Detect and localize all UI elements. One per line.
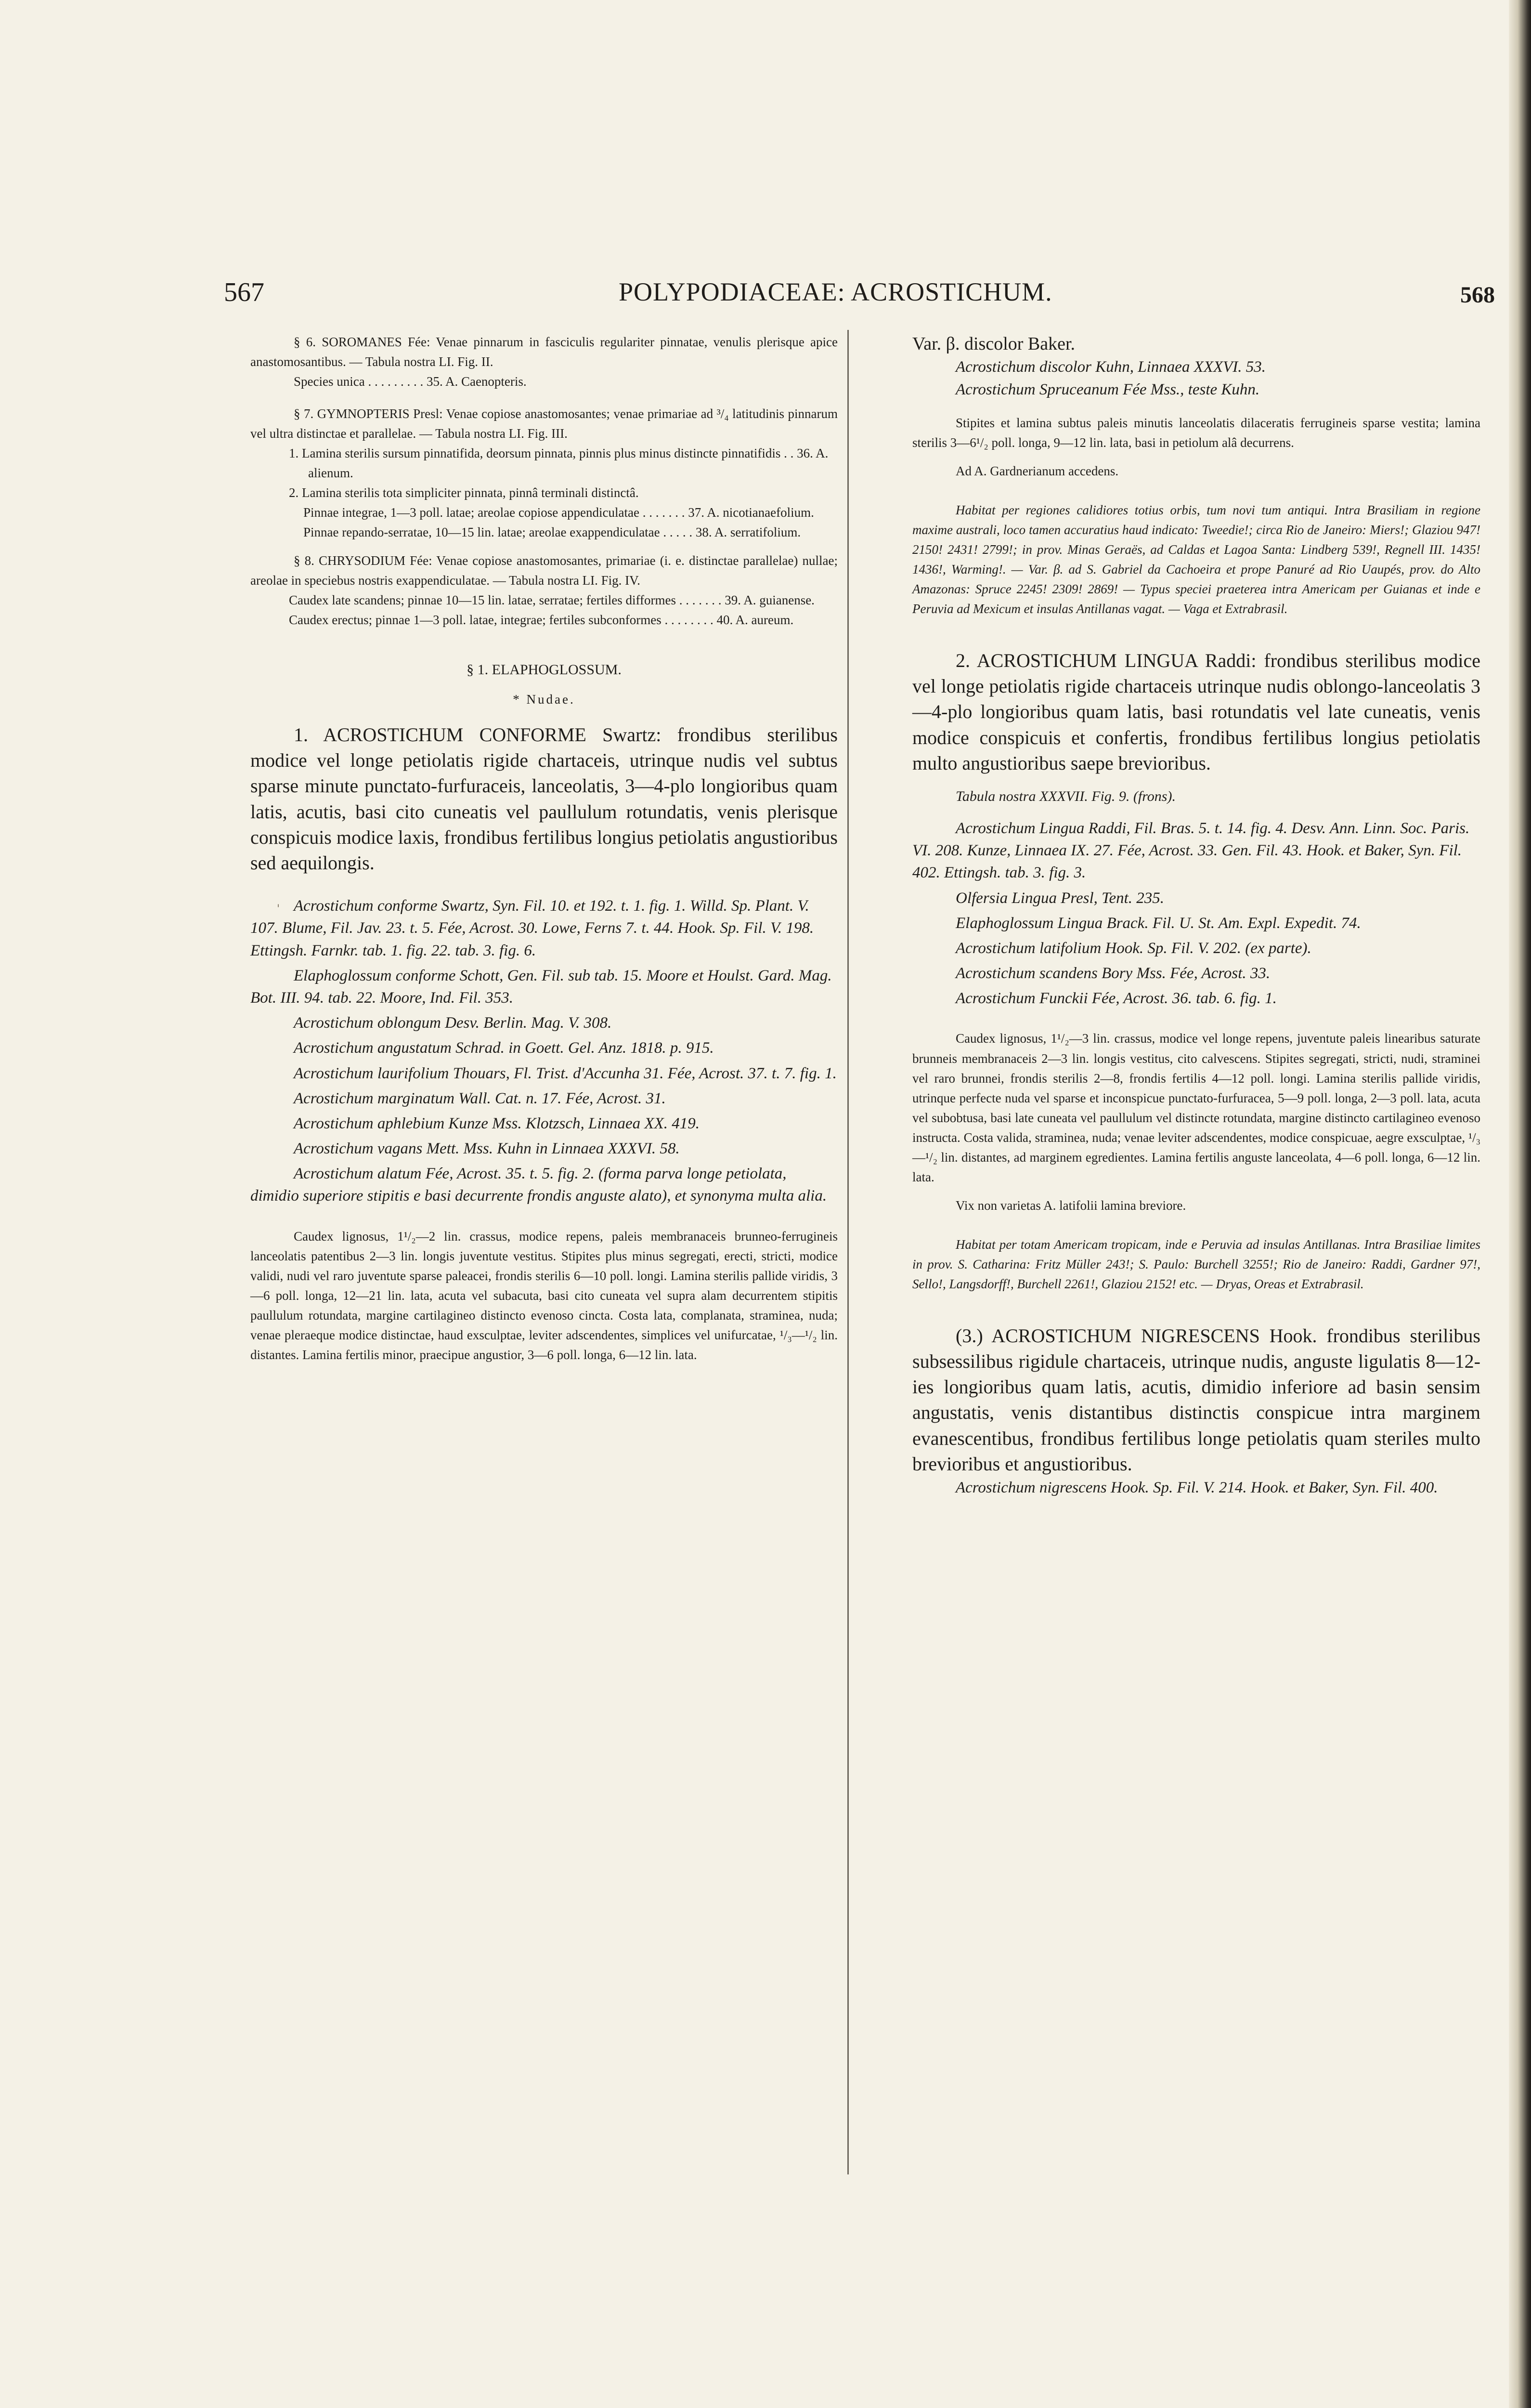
key-item-2a: Pinnae integrae, 1—3 poll. latae; areolae copiose appendiculatae . . . . . . . 37. A. nicotianaefolium. xyxy=(303,505,814,520)
species-1-description: Caudex lignosus, 1¹/₂—2 lin. crassus, modice repens, paleis membranaceis brunneo-ferrugineis lanceolatis patentibus 2—3 lin. longis juventute vestitus. Stipites plus minus segregati, erecti, stricti, modice validi, nudi vel raro juventute sparse paleacei, frondis sterilis 6—10 poll. longi. Lamina sterilis pallide viridis, 3—6 poll. longa, 12—21 lin. lata, acuta vel subacuta, basi cito cuneata vel supra alam decurrentem stipitis paullulum rotundata, margine cartilagineo distincto evenoso cincta. Costa lata, complanata, straminea, nuda; venae pleraeque modice distinctae, haud exsculptae, leviter adscendentes, simplices vel unifurcatae, ¹/₃—¹/₂ lin. distantes. Lamina fertilis minor, praecipue angustior, 3—6 poll. longa, 6—12 lin. lata. xyxy=(250,1229,838,1362)
key-item-1: 1. Lamina sterilis sursum pinnatifida, deorsum pinnata, pinnis plus minus distincte pinnatifidis . . 36. A. alienum. xyxy=(289,446,829,481)
reference-entry: Acrostichum latifolium Hook. Sp. Fil. V. 202. (ex parte). xyxy=(956,939,1311,957)
species-2-description: Caudex lignosus, 1¹/₂—3 lin. crassus, modice vel longe repens, juventute paleis linearibus saturate brunneis membranaceis 2—3 lin. longis vestitus, cito calvescens. Stipites segregati, stricti, nudi, straminei vel raro brunnei, frondis sterilis 2—8, frondis fertilis 4—12 poll. longi. Lamina sterilis pallide viridis, utrinque perfecte nuda vel sparse et inconspicue punctato-furfuracea, 5—9 poll. longa, 2—3 poll. lata, acuta vel subobtusa, basi late cuneata vel paullulum vel distincte rotundata, margine distincto cartilagineo evenoso instructa. Costa valida, straminea, nuda; venae leviter adscendentes, modice conspicuae, aegre exsculptae, ¹/₃—¹/₂ lin. distantes, ad marginem egredientes. Lamina fertilis anguste lanceolata, 4—6 poll. longa, 6—12 lin. lata. xyxy=(912,1031,1480,1184)
nudae-heading: * Nudae. xyxy=(513,692,575,707)
variety-reference: Acrostichum Spruceanum Fée Mss., teste Kuhn. xyxy=(956,380,1260,398)
species-1-diagnosis: 1. ACROSTICHUM CONFORME Swartz: frondibus sterilibus modice vel longe petiolatis rigide chartaceis, utrinque nudis vel subtus sparse minute punctato-furfuraceis, lanceolatis, 3—4-plo longioribus quam latis, acutis, basi cito cuneatis vel paullulum rotundatis, venis plerisque conspicuis modice laxis, frondibus fertilibus longius petiolatis angustioribus sed aequilongis. xyxy=(250,724,838,874)
reference-entry: Acrostichum vagans Mett. Mss. Kuhn in Linnaea XXXVI. 58. xyxy=(294,1140,680,1158)
species-2-diagnosis: 2. ACROSTICHUM LINGUA Raddi: frondibus sterilibus modice vel longe petiolatis rigide chartaceis utrinque nudis oblongo-lanceolatis 3—4-plo longioribus quam latis, basi rotundatis vel late cuneatis, venis modice conspicuis et confertis, frondibus fertilibus longius petiolatis multo angustioribus saepe brevioribus. xyxy=(912,650,1480,774)
reference-entry: Acrostichum angustatum Schrad. in Goett. Gel. Anz. 1818. p. 915. xyxy=(294,1039,714,1057)
section-8-key-b: Caudex erectus; pinnae 1—3 poll. latae, integrae; fertiles subconformes . . . . . . . . 40. A. aureum. xyxy=(289,613,794,628)
left-column xyxy=(250,332,838,1365)
species-2-references xyxy=(912,817,1480,1010)
species-1-habitat: Habitat per regiones calidiores totius orbis, tum novi tum antiqui. Intra Brasiliam in regione maxime australi, loco tamen accuratius haud indicato: Tweedie!; circa Rio de Janeiro: Miers!; Glaziou 947! 2150! 2431! 2799!; in prov. Minas Geraës, ad Caldas et Lagoa Santa: Lindberg 539!, Regnell III. 1435! 1436!, Warming!. — Var. β. ad S. Gabriel da Cachoeira et prope Panuré ad Rio Uaupés, prov. do Alto Amazonas: Spruce 2245! 2309! 2869! — Typus speciei praeterea intra Americam per Guianas et inde e Peruvia ad Mexicum et insulas Antillanas vagat. — Vaga et Extrabrasil. xyxy=(912,502,1480,616)
column-divider xyxy=(847,330,849,2174)
stray-mark: ' xyxy=(277,903,280,915)
section-8-key-a: Caudex late scandens; pinnae 10—15 lin. latae, serratae; fertiles difformes . . . . . . . 39. A. guianense. xyxy=(289,593,815,608)
variety-note: Ad A. Gardnerianum accedens. xyxy=(956,463,1119,478)
reference-entry: Acrostichum laurifolium Thouars, Fl. Trist. d'Accunha 31. Fée, Acrost. 37. t. 7. fig. 1. xyxy=(294,1064,837,1082)
reference-entry: Acrostichum oblongum Desv. Berlin. Mag. V. 308. xyxy=(294,1014,612,1032)
page-header xyxy=(224,277,1495,320)
reference-entry: Olfersia Lingua Presl, Tent. 235. xyxy=(956,889,1165,907)
reference-entry: Acrostichum Funckii Fée, Acrost. 36. tab. 6. fig. 1. xyxy=(956,990,1277,1008)
section-8-chrysodium: § 8. CHRYSODIUM Fée: Venae copiose anastomosantes, primariae (i. e. distinctae parallelae) nullae; areolae in speciebus nostris exappendiculatae. — Tabula nostra LI. Fig. IV. xyxy=(250,553,838,588)
subsection-heading: § 1. ELAPHOGLOSSUM. xyxy=(467,662,622,678)
reference-entry: Elaphoglossum Lingua Brack. Fil. U. St. Am. Expl. Expedit. 74. xyxy=(956,914,1361,932)
species-3-reference: Acrostichum nigrescens Hook. Sp. Fil. V. 214. Hook. et Baker, Syn. Fil. 400. xyxy=(956,1479,1438,1496)
book-spine-shadow xyxy=(1509,0,1531,2408)
reference-entry: Elaphoglossum conforme Schott, Gen. Fil. sub tab. 15. Moore et Houlst. Gard. Mag. Bot. III. 94. tab. 22. Moore, Ind. Fil. 353. xyxy=(250,967,832,1007)
key-item-2: 2. Lamina sterilis tota simpliciter pinnata, pinnâ terminali distinctâ. xyxy=(289,485,639,500)
running-title: POLYPODIACEAE: ACROSTICHUM. xyxy=(619,277,1052,306)
left-page-number: 567 xyxy=(224,277,264,307)
reference-entry: Acrostichum alatum Fée, Acrost. 35. t. 5. fig. 2. (forma parva longe petiolata, dimidio superiore stipitis e basi decurrente frondis anguste alato), et synonyma multa alia. xyxy=(250,1165,827,1205)
reference-entry: Acrostichum aphlebium Kunze Mss. Klotzsch, Linnaea XX. 419. xyxy=(294,1114,700,1132)
section-6-species: Species unica . . . . . . . . . 35. A. Caenopteris. xyxy=(294,374,527,389)
reference-entry: Acrostichum conforme Swartz, Syn. Fil. 10. et 192. t. 1. fig. 1. Willd. Sp. Plant. V. 107. Blume, Fil. Jav. 23. t. 5. Fée, Acrost. 30. Lowe, Ferns 7. t. 44. Hook. Sp. Fil. V. 198. Ettingsh. Farnkr. tab. 1. fig. 22. tab. 3. fig. 6. xyxy=(250,897,814,959)
species-2-plate: Tabula nostra XXXVII. Fig. 9. (frons). xyxy=(956,788,1176,804)
key-item-2b: Pinnae repando-serratae, 10—15 lin. latae; areolae exappendiculatae . . . . . 38. A. serratifolium. xyxy=(303,525,801,540)
right-column xyxy=(912,332,1480,1499)
variety-description: Stipites et lamina subtus paleis minutis lanceolatis dilaceratis ferrugineis sparse vestita; lamina sterilis 3—6¹/₂ poll. longa, 9—12 lin. lata, basi in petiolum alâ decurrens. xyxy=(912,415,1480,450)
species-1-references xyxy=(250,895,838,1207)
section-6-soromanes: § 6. SOROMANES Fée: Venae pinnarum in fasciculis regulariter pinnatae, venulis plerisque apice anastomosantibus. — Tabula nostra LI. Fig. II. xyxy=(250,335,838,369)
variety-reference: Acrostichum discolor Kuhn, Linnaea XXXVI. 53. xyxy=(956,358,1266,376)
species-2-note: Vix non varietas A. latifolii lamina breviore. xyxy=(956,1198,1186,1213)
reference-entry: Acrostichum scandens Bory Mss. Fée, Acrost. 33. xyxy=(956,965,1271,982)
right-page-number: 568 xyxy=(1460,282,1495,308)
section-7-gymnopteris: § 7. GYMNOPTERIS Presl: Venae copiose anastomosantes; venae primariae ad ³/₄ latitudinis pinnarum vel ultra distinctae et parallelae. — Tabula nostra LI. Fig. III. xyxy=(250,406,838,441)
variety-heading: Var. β. discolor Baker. xyxy=(912,334,1076,354)
species-3-diagnosis: (3.) ACROSTICHUM NIGRESCENS Hook. frondibus sterilibus subsessilibus rigidule chartaceis, utrinque nudis, anguste ligulatis 8—12-ies longioribus quam latis, acutis, dimidio inferiore ad basin sensim angustatis, venis distantibus distinctis conspicue intra marginem evanescentibus, frondibus fertilibus longe petiolatis quam steriles multo brevioribus et angustioribus. xyxy=(912,1324,1480,1475)
species-2-habitat: Habitat per totam Americam tropicam, inde e Peruvia ad insulas Antillanas. Intra Brasiliae limites in prov. S. Catharina: Fritz Müller 243!; S. Paulo: Burchell 3255!; Rio de Janeiro: Raddi, Gardner 97!, Sello!, Langsdorff!, Burchell 2261!, Glaziou 2152! etc. — Dryas, Oreas et Extrabrasil. xyxy=(912,1237,1480,1291)
reference-entry: Acrostichum Lingua Raddi, Fil. Bras. 5. t. 14. fig. 4. Desv. Ann. Linn. Soc. Paris. VI. 208. Kunze, Linnaea IX. 27. Fée, Acrost. 33. Gen. Fil. 43. Hook. et Baker, Syn. Fil. 402. Ettingsh. tab. 3. fig. 3. xyxy=(912,819,1470,882)
reference-entry: Acrostichum marginatum Wall. Cat. n. 17. Fée, Acrost. 31. xyxy=(294,1089,666,1107)
